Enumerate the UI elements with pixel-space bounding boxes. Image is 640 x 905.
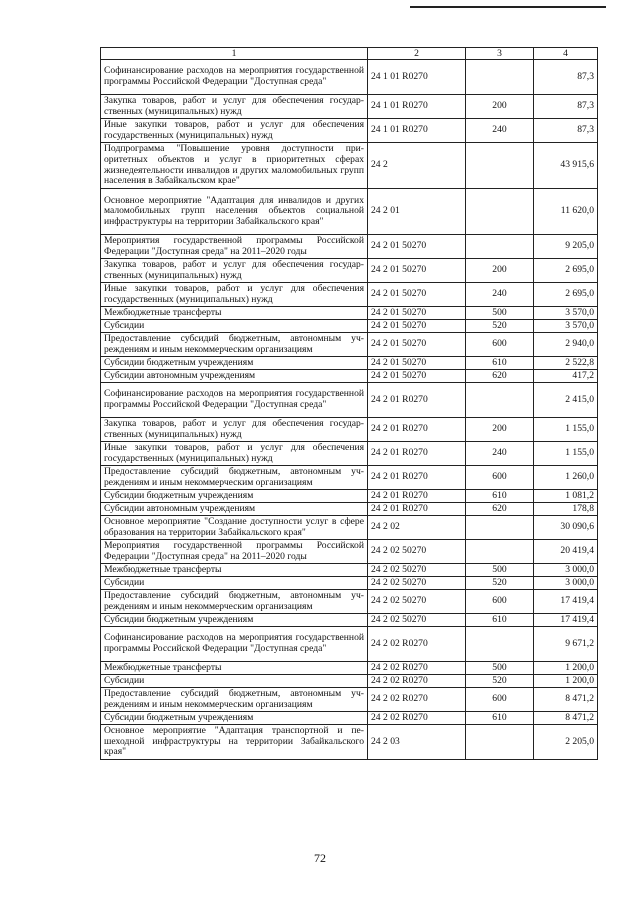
row-code: 24 1 01 R0270 — [368, 119, 466, 143]
table-row — [101, 725, 598, 760]
row-type: 520 — [466, 320, 534, 333]
row-amount: 1 200,0 — [534, 662, 598, 675]
table-row — [101, 577, 598, 590]
table-header-row — [101, 48, 598, 60]
row-name: Иные закупки товаров, работ и услуг для обеспечения государственных (муниципальных) нужд — [101, 283, 368, 307]
row-type — [466, 60, 534, 95]
row-code: 24 2 02 R0270 — [368, 688, 466, 712]
table-row — [101, 564, 598, 577]
row-code: 24 2 02 R0270 — [368, 712, 466, 725]
row-type — [466, 235, 534, 259]
row-name: Подпрограмма "Повышение уровня доступности приоритетных объектов и услуг в приоритетных сферах жизнедеятельности инвалидов и других маломобильных групп населения в Забайкальском крае" — [101, 143, 368, 189]
row-code: 24 2 02 50270 — [368, 614, 466, 627]
table-row — [101, 235, 598, 259]
row-code: 24 2 01 R0270 — [368, 442, 466, 466]
row-code: 24 2 01 R0270 — [368, 503, 466, 516]
column-header: 2 — [368, 48, 466, 60]
row-amount: 1 200,0 — [534, 675, 598, 688]
table-row — [101, 95, 598, 119]
row-type: 200 — [466, 95, 534, 119]
row-amount: 17 419,4 — [534, 590, 598, 614]
row-code: 24 2 02 R0270 — [368, 627, 466, 662]
row-amount: 1 155,0 — [534, 442, 598, 466]
table-row — [101, 283, 598, 307]
row-name: Субсидии — [101, 320, 368, 333]
row-name: Межбюджетные трансферты — [101, 307, 368, 320]
row-amount: 2 695,0 — [534, 259, 598, 283]
row-type — [466, 627, 534, 662]
table-row — [101, 590, 598, 614]
row-type: 240 — [466, 283, 534, 307]
row-code: 24 2 02 R0270 — [368, 662, 466, 675]
row-type: 620 — [466, 370, 534, 383]
row-amount: 178,8 — [534, 503, 598, 516]
row-name: Предоставление субсидий бюджетным, автономным учреждениям и иным некоммерческим организациям — [101, 590, 368, 614]
row-amount: 1 260,0 — [534, 466, 598, 490]
row-code: 24 2 01 R0270 — [368, 418, 466, 442]
row-type: 240 — [466, 442, 534, 466]
table-row — [101, 712, 598, 725]
row-name: Основное мероприятие "Адаптация транспортной и пешеходной инфраструктуры на территории Забайкальского края" — [101, 725, 368, 760]
table-row — [101, 688, 598, 712]
row-amount: 3 000,0 — [534, 577, 598, 590]
row-type: 610 — [466, 712, 534, 725]
table-row — [101, 119, 598, 143]
row-amount: 30 090,6 — [534, 516, 598, 540]
row-name: Иные закупки товаров, работ и услуг для обеспечения государственных (муниципальных) нужд — [101, 119, 368, 143]
row-type: 520 — [466, 675, 534, 688]
row-type: 240 — [466, 119, 534, 143]
budget-table — [100, 47, 598, 760]
row-name: Субсидии — [101, 675, 368, 688]
table-row — [101, 503, 598, 516]
row-type — [466, 725, 534, 760]
table-row — [101, 333, 598, 357]
row-name: Основное мероприятие "Создание доступности услуг в сфере образования на территории Забайкальского края" — [101, 516, 368, 540]
table-row — [101, 662, 598, 675]
row-code: 24 1 01 R0270 — [368, 60, 466, 95]
row-type: 500 — [466, 307, 534, 320]
row-amount: 87,3 — [534, 119, 598, 143]
row-name: Субсидии автономным учреждениям — [101, 503, 368, 516]
table-row — [101, 143, 598, 189]
row-name: Мероприятия государственной программы Российской Федерации "Доступная среда" на 2011–2020 годы — [101, 235, 368, 259]
row-name: Межбюджетные трансферты — [101, 564, 368, 577]
column-header: 3 — [466, 48, 534, 60]
row-type: 610 — [466, 357, 534, 370]
row-type: 500 — [466, 662, 534, 675]
row-type — [466, 516, 534, 540]
row-type: 620 — [466, 503, 534, 516]
table-row — [101, 259, 598, 283]
row-amount: 3 000,0 — [534, 564, 598, 577]
row-name: Субсидии бюджетным учреждениям — [101, 490, 368, 503]
table-row — [101, 614, 598, 627]
row-amount: 2 415,0 — [534, 383, 598, 418]
row-amount: 87,3 — [534, 95, 598, 119]
row-type: 600 — [466, 333, 534, 357]
row-type: 600 — [466, 590, 534, 614]
row-type — [466, 143, 534, 189]
table-row — [101, 189, 598, 235]
row-name: Софинансирование расходов на мероприятия государственной программы Российской Федерации "Доступная среда" — [101, 60, 368, 95]
row-type — [466, 383, 534, 418]
table-row — [101, 370, 598, 383]
row-amount: 87,3 — [534, 60, 598, 95]
row-code: 24 2 02 50270 — [368, 577, 466, 590]
row-name: Софинансирование расходов на мероприятия государственной программы Российской Федерации "Доступная среда" — [101, 383, 368, 418]
row-name: Предоставление субсидий бюджетным, автономным учреждениям и иным некоммерческим организациям — [101, 688, 368, 712]
row-amount: 17 419,4 — [534, 614, 598, 627]
row-name: Субсидии — [101, 577, 368, 590]
row-amount: 1 081,2 — [534, 490, 598, 503]
table-row — [101, 442, 598, 466]
row-type — [466, 540, 534, 564]
row-code: 24 2 01 50270 — [368, 283, 466, 307]
row-name: Софинансирование расходов на мероприятия государственной программы Российской Федерации "Доступная среда" — [101, 627, 368, 662]
row-code: 24 2 01 50270 — [368, 370, 466, 383]
row-type: 610 — [466, 490, 534, 503]
row-type: 200 — [466, 418, 534, 442]
row-name: Мероприятия государственной программы Российской Федерации "Доступная среда" на 2011–2020 годы — [101, 540, 368, 564]
row-amount: 3 570,0 — [534, 320, 598, 333]
row-name: Закупка товаров, работ и услуг для обеспечения государственных (муниципальных) нужд — [101, 259, 368, 283]
row-amount: 20 419,4 — [534, 540, 598, 564]
row-name: Закупка товаров, работ и услуг для обеспечения государственных (муниципальных) нужд — [101, 418, 368, 442]
row-code: 24 2 01 50270 — [368, 320, 466, 333]
row-name: Субсидии автономным учреждениям — [101, 370, 368, 383]
table-row — [101, 675, 598, 688]
row-code: 24 2 02 R0270 — [368, 675, 466, 688]
row-type: 600 — [466, 688, 534, 712]
table-row — [101, 320, 598, 333]
row-code: 24 2 01 50270 — [368, 259, 466, 283]
row-amount: 2 522,8 — [534, 357, 598, 370]
row-code: 24 2 03 — [368, 725, 466, 760]
row-code: 24 2 01 50270 — [368, 235, 466, 259]
row-name: Предоставление субсидий бюджетным, автономным учреждениям и иным некоммерческим организациям — [101, 333, 368, 357]
row-type: 500 — [466, 564, 534, 577]
row-amount: 9 205,0 — [534, 235, 598, 259]
table-row — [101, 383, 598, 418]
row-type: 610 — [466, 614, 534, 627]
table-row — [101, 418, 598, 442]
row-code: 24 2 01 50270 — [368, 333, 466, 357]
row-code: 24 2 02 50270 — [368, 564, 466, 577]
row-name: Основное мероприятие "Адаптация для инвалидов и других маломобильных групп населения объектов социальной инфраструктуры на территории Забайкальского края" — [101, 189, 368, 235]
row-code: 24 2 01 50270 — [368, 357, 466, 370]
row-code: 24 2 01 — [368, 189, 466, 235]
row-name: Межбюджетные трансферты — [101, 662, 368, 675]
row-name: Предоставление субсидий бюджетным, автономным учреждениям и иным некоммерческим организациям — [101, 466, 368, 490]
row-code: 24 2 02 50270 — [368, 590, 466, 614]
row-amount: 43 915,6 — [534, 143, 598, 189]
row-amount: 417,2 — [534, 370, 598, 383]
row-amount: 8 471,2 — [534, 712, 598, 725]
row-name: Субсидии бюджетным учреждениям — [101, 712, 368, 725]
row-amount: 2 940,0 — [534, 333, 598, 357]
row-amount: 11 620,0 — [534, 189, 598, 235]
row-amount: 2 205,0 — [534, 725, 598, 760]
row-name: Субсидии бюджетным учреждениям — [101, 357, 368, 370]
table-row — [101, 516, 598, 540]
row-code: 24 2 01 R0270 — [368, 383, 466, 418]
row-amount: 3 570,0 — [534, 307, 598, 320]
top-rule — [410, 6, 606, 8]
table-row — [101, 357, 598, 370]
row-type: 200 — [466, 259, 534, 283]
row-code: 24 2 01 R0270 — [368, 466, 466, 490]
row-code: 24 2 02 50270 — [368, 540, 466, 564]
row-code: 24 2 02 — [368, 516, 466, 540]
row-code: 24 2 01 R0270 — [368, 490, 466, 503]
table-row — [101, 466, 598, 490]
row-amount: 2 695,0 — [534, 283, 598, 307]
row-type: 600 — [466, 466, 534, 490]
table-row — [101, 307, 598, 320]
row-code: 24 2 — [368, 143, 466, 189]
row-name: Субсидии бюджетным учреждениям — [101, 614, 368, 627]
row-amount: 1 155,0 — [534, 418, 598, 442]
row-code: 24 2 01 50270 — [368, 307, 466, 320]
row-name: Иные закупки товаров, работ и услуг для обеспечения государственных (муниципальных) нужд — [101, 442, 368, 466]
column-header: 4 — [534, 48, 598, 60]
table-row — [101, 627, 598, 662]
row-type: 520 — [466, 577, 534, 590]
row-code: 24 1 01 R0270 — [368, 95, 466, 119]
row-amount: 8 471,2 — [534, 688, 598, 712]
page-number: 72 — [314, 851, 326, 865]
column-header: 1 — [101, 48, 368, 60]
row-type — [466, 189, 534, 235]
table-row — [101, 60, 598, 95]
table-row — [101, 490, 598, 503]
row-amount: 9 671,2 — [534, 627, 598, 662]
row-name: Закупка товаров, работ и услуг для обеспечения государственных (муниципальных) нужд — [101, 95, 368, 119]
table-row — [101, 540, 598, 564]
